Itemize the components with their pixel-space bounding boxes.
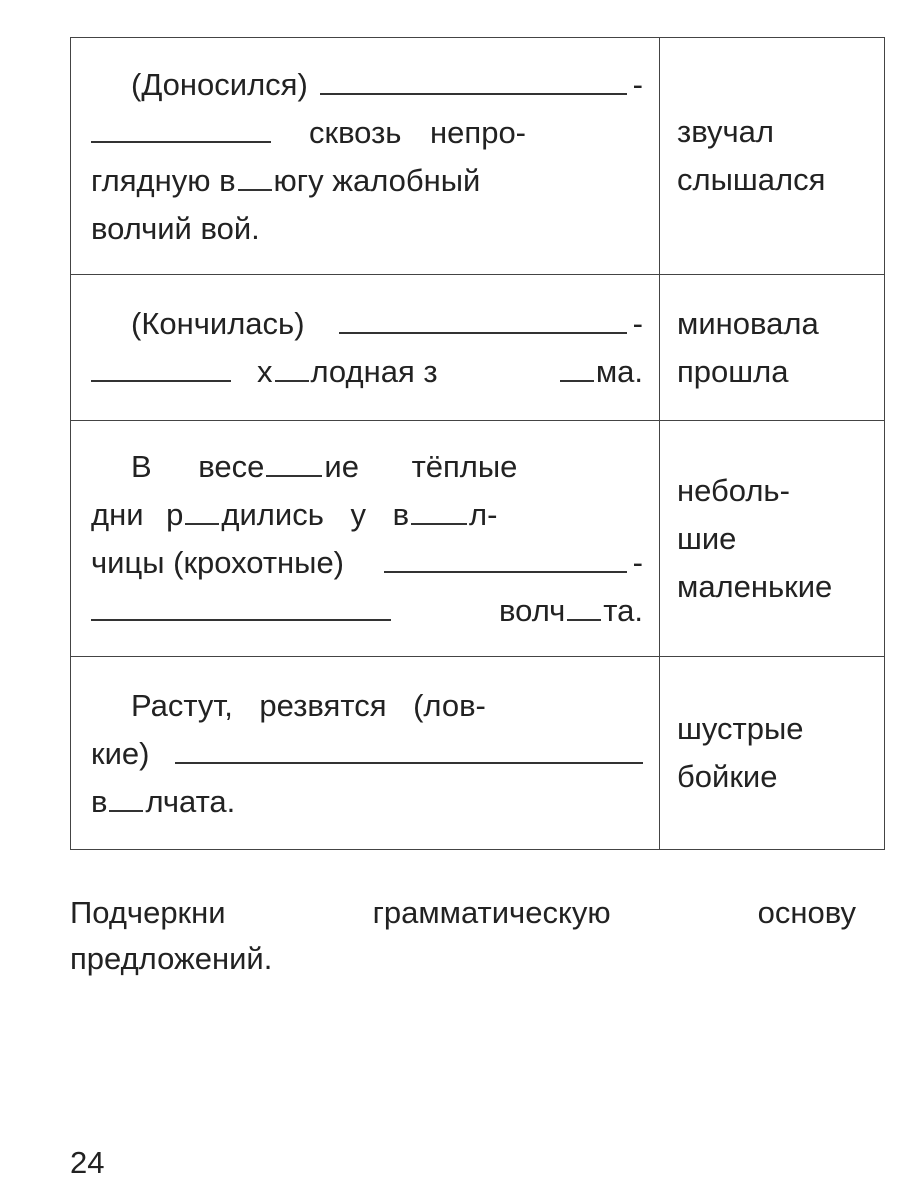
answer-blank[interactable] — [339, 306, 627, 334]
instruction-line — [70, 890, 856, 936]
instruction-word: основу — [757, 895, 856, 930]
answer-blank[interactable] — [91, 354, 231, 382]
sentence-text: ие тёплые — [324, 449, 518, 484]
letter-blank[interactable] — [266, 449, 322, 477]
sentence-text: Растут, резвятся (лов- — [131, 687, 486, 723]
instruction-text — [70, 890, 856, 982]
sentence-text-part: сквозь непро- — [309, 114, 527, 150]
synonym: слышался — [677, 162, 826, 197]
instruction-word: грамматическую — [372, 895, 611, 930]
synonym: маленькие — [677, 568, 833, 604]
sentence-text: л- — [469, 497, 498, 532]
letter-blank[interactable] — [567, 593, 601, 621]
sentence-text: волчий вой. — [91, 210, 260, 246]
sentence-text: х — [257, 354, 273, 389]
sentence-text: лодная з — [310, 354, 438, 389]
sentence-text: (Кончилась) — [131, 306, 305, 341]
sentence-cell — [71, 275, 660, 421]
sentence-text — [309, 109, 643, 157]
sentence-text: югу жалобный — [273, 162, 481, 198]
sentence-text: чицы (крохотные) — [91, 545, 345, 580]
page-number: 24 — [70, 1145, 105, 1180]
exercise-table — [70, 37, 885, 850]
sentence-text: дились у в — [221, 497, 410, 532]
sentence-text: глядную в — [91, 162, 236, 198]
answer-blank[interactable] — [91, 114, 271, 142]
synonym: прошла — [677, 353, 789, 389]
sentence-text: - — [632, 306, 643, 341]
letter-blank[interactable] — [275, 354, 309, 382]
sentence-cell — [71, 657, 660, 850]
sentence-text: дни р — [91, 497, 184, 532]
sentence-text: (Доносился) — [131, 66, 308, 102]
instruction-line: предложений. — [70, 941, 273, 976]
sentence-text: - — [632, 545, 643, 580]
instruction-word: Подчеркни — [70, 895, 226, 930]
synonyms-cell — [660, 421, 885, 657]
sentence-text: лчата. — [145, 783, 236, 819]
synonym: бойкие — [677, 759, 778, 794]
synonyms-cell — [660, 275, 885, 421]
synonym: шие — [677, 520, 737, 556]
sentence-cell — [71, 421, 660, 657]
answer-blank[interactable] — [320, 66, 627, 94]
answer-blank[interactable] — [384, 545, 627, 573]
letter-blank[interactable] — [560, 354, 594, 382]
letter-blank[interactable] — [411, 497, 467, 525]
synonyms-cell — [660, 38, 885, 275]
table-row — [71, 38, 885, 275]
sentence-text: в — [91, 783, 108, 819]
synonym: миновала — [677, 305, 819, 341]
synonyms-cell — [660, 657, 885, 850]
letter-blank[interactable] — [185, 497, 219, 525]
sentence-text: - — [632, 66, 643, 102]
synonym: звучал — [677, 114, 774, 149]
sentence-text: В весе — [131, 449, 265, 484]
synonym: шустрые — [677, 711, 804, 746]
table-row — [71, 657, 885, 850]
letter-blank[interactable] — [109, 783, 143, 811]
synonym: неболь- — [677, 472, 790, 508]
sentence-text: ма. — [595, 354, 643, 389]
sentence-text: та. — [603, 593, 643, 628]
sentence-cell — [71, 38, 660, 275]
sentence-text: кие) — [91, 735, 150, 771]
table-row — [71, 275, 885, 421]
sentence-text: волч — [499, 593, 566, 628]
table-row — [71, 421, 885, 657]
answer-blank[interactable] — [91, 593, 391, 621]
answer-blank[interactable] — [175, 735, 643, 763]
letter-blank[interactable] — [238, 162, 272, 190]
